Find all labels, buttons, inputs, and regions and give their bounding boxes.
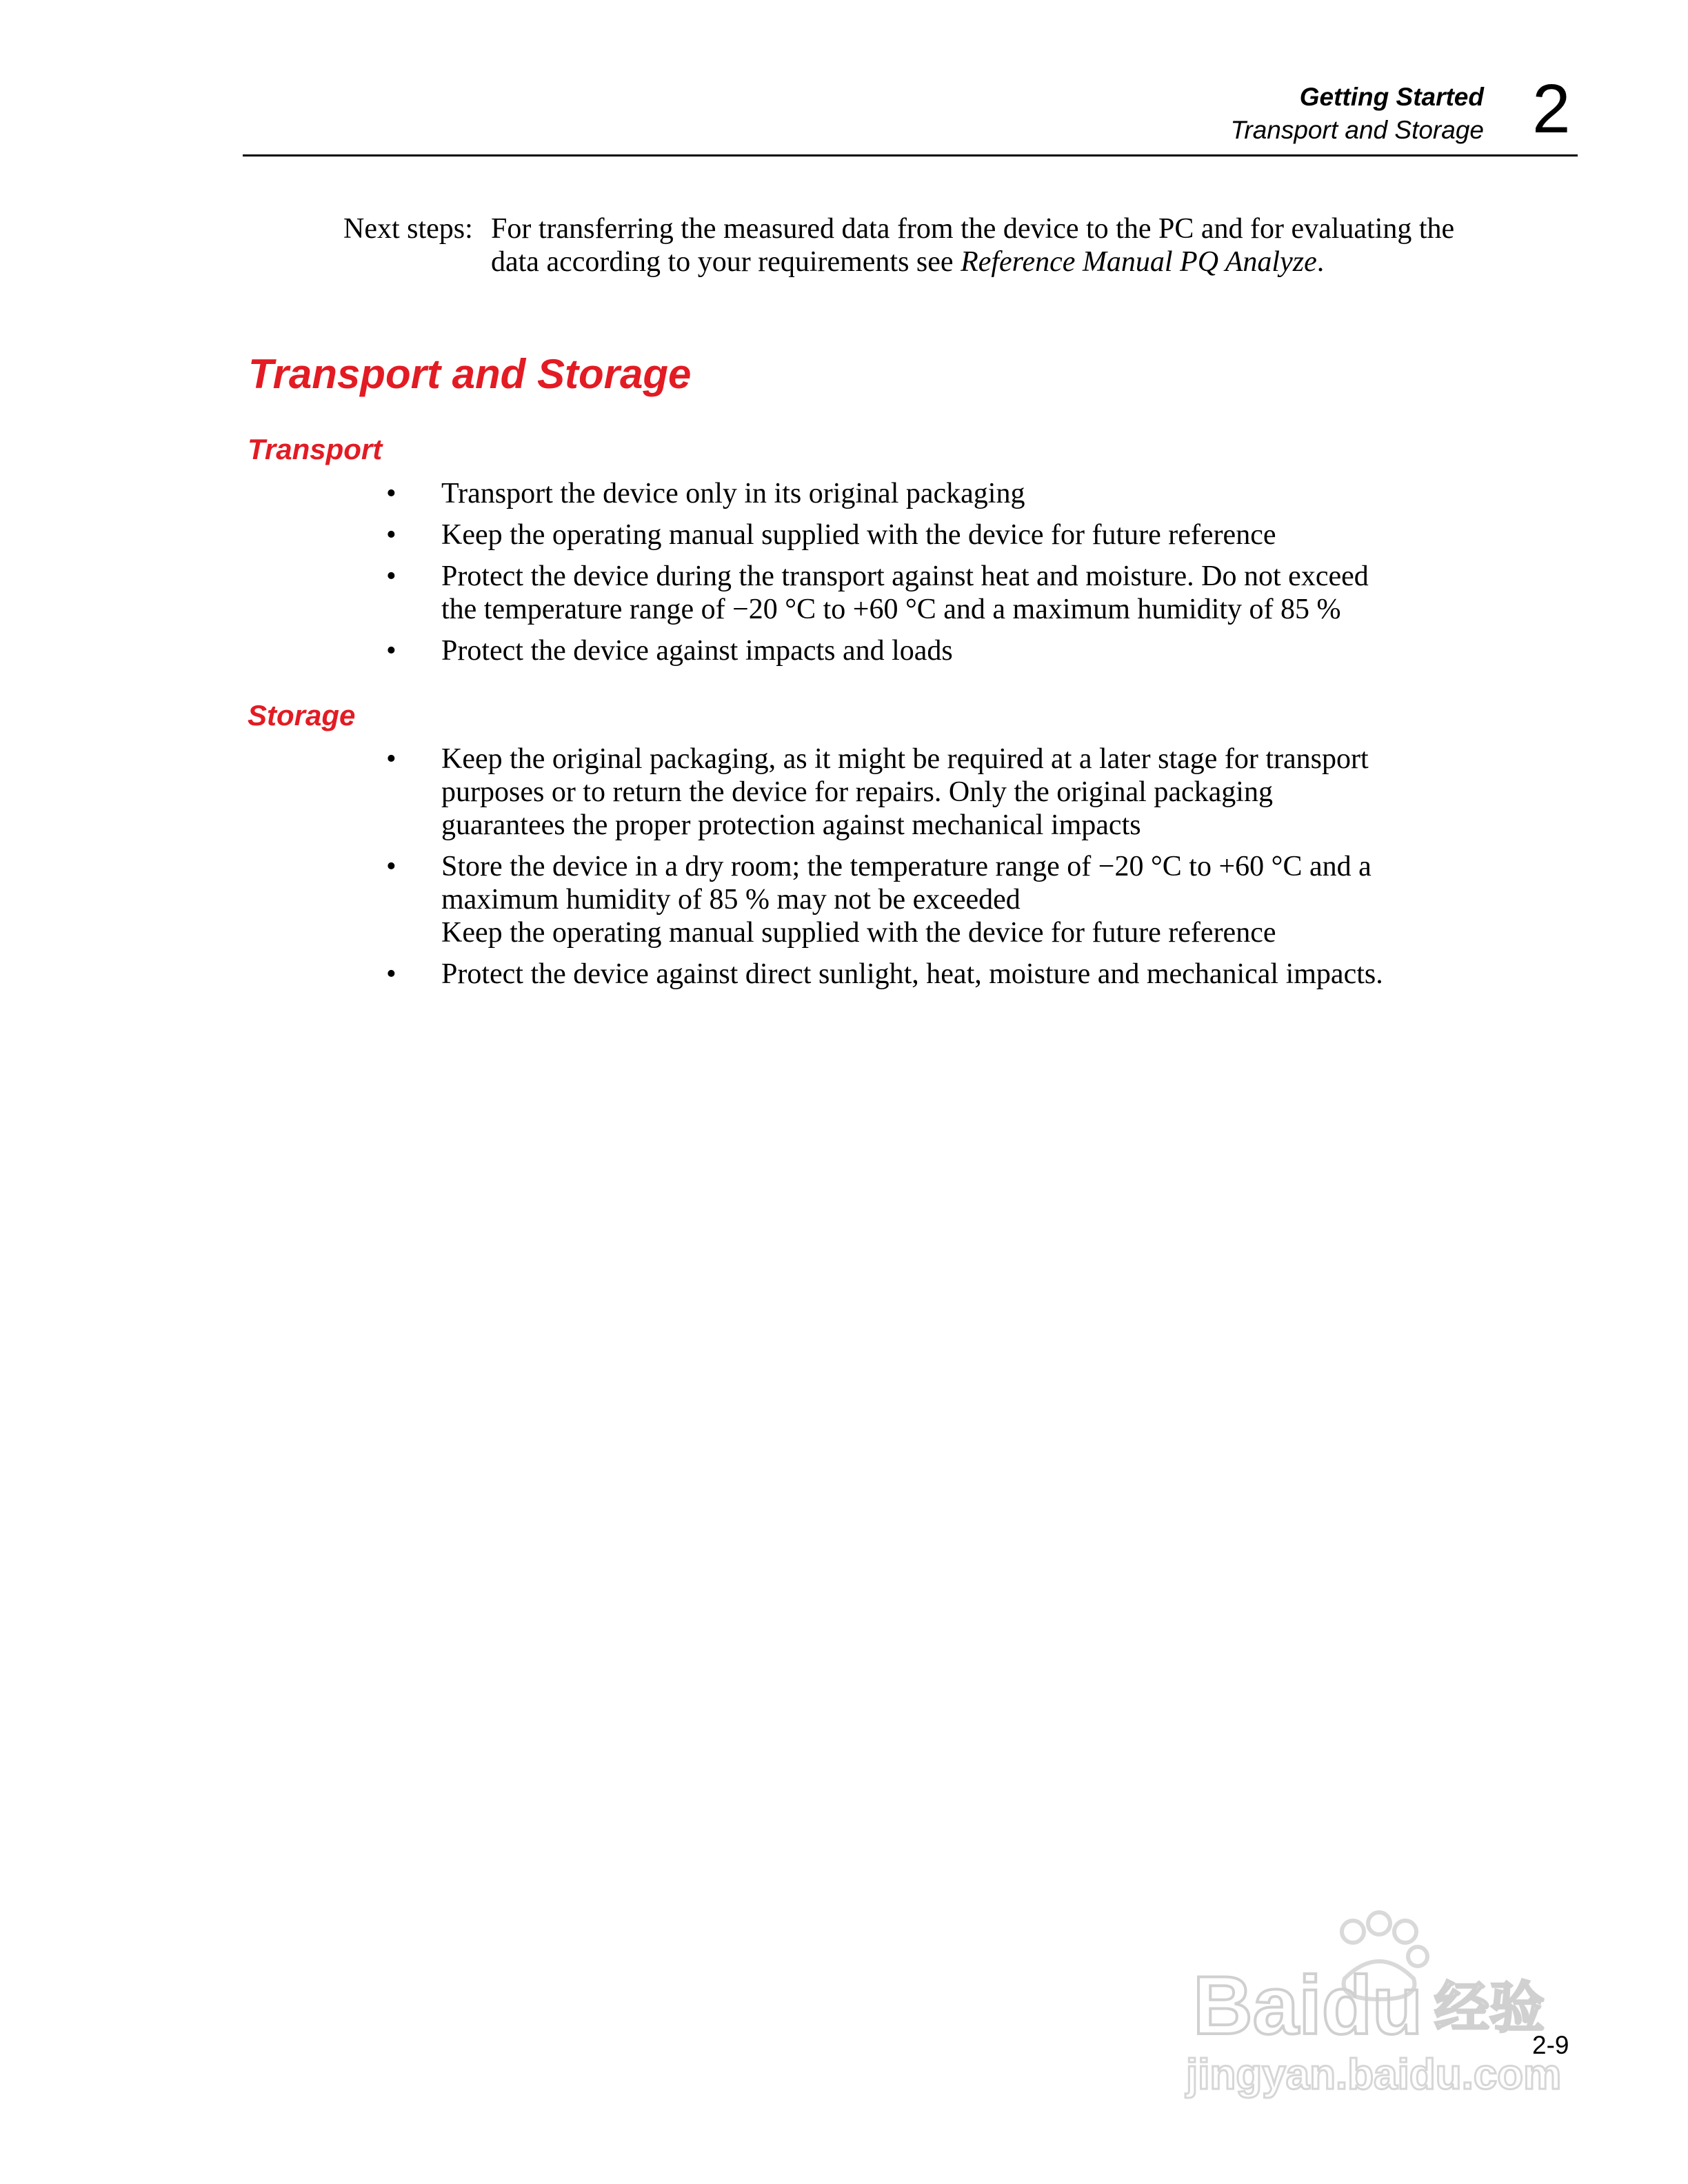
bullet-text-line: • Keep the operating manual supplied with the device for future reference: [441, 519, 1276, 551]
bullet-text-line: • Protect the device against direct sunlight, heat, moisture and mechanical impacts.: [441, 958, 1383, 990]
storage-bullet-list: [386, 742, 1462, 999]
transport-heading: Transport: [248, 433, 383, 465]
bullet-text-line: • Transport the device only in its original packaging: [441, 478, 1025, 509]
watermark-url: jingyan.baidu.com: [1186, 2051, 1562, 2099]
bullet-text-line: • Protect the device against impacts and loads: [441, 635, 953, 667]
bullet-text-line: maximum humidity of 85 % may not be exceeded: [441, 884, 1021, 916]
storage-bullet-item: [386, 742, 1462, 842]
bullet-text-line: guarantees the proper protection against mechanical impacts: [441, 809, 1141, 841]
transport-bullet-item: [386, 560, 1462, 626]
storage-bullet-item: [386, 850, 1462, 949]
storage-heading: Storage: [248, 699, 356, 731]
bullet-text-line: the temperature range of −20 °C to +60 °C and a maximum humidity of 85 %: [441, 594, 1341, 625]
transport-bullet-item: [386, 518, 1462, 552]
watermark-brand-cn: 经验: [1434, 1976, 1545, 2040]
transport-bullet-list: [386, 477, 1462, 676]
bullet-text-line: • Protect the device during the transport against heat and moisture. Do not exceed: [441, 560, 1369, 592]
header-divider: [243, 154, 1578, 156]
section-title: Transport and Storage: [248, 351, 692, 397]
next-steps-label: Next steps:: [343, 213, 473, 245]
header-chapter-title: Getting Started: [1299, 83, 1484, 111]
bullet-text-line: purposes or to return the device for repairs. Only the original packaging: [441, 776, 1273, 808]
next-steps-text-before: For transferring the measured data from the device to the PC and for evaluating the data according to your requirements see: [491, 213, 1455, 278]
bullet-text-line: • Keep the original packaging, as it might be required at a later stage for transport: [441, 743, 1369, 775]
next-steps-text-after: .: [1316, 246, 1325, 278]
reference-manual-title: Reference Manual PQ Analyze: [961, 246, 1317, 278]
next-steps-text: [491, 212, 1456, 279]
storage-bullet-item: [386, 958, 1462, 991]
bullet-text-line: • Store the device in a dry room; the temperature range of −20 °C to +60 °C and a: [441, 851, 1372, 882]
bullet-text-line: Keep the operating manual supplied with the device for future reference: [441, 917, 1276, 949]
baidu-jingyan-watermark: [1172, 1903, 1572, 2110]
transport-bullet-item: [386, 477, 1462, 510]
running-header: [1231, 81, 1484, 147]
transport-bullet-item: [386, 634, 1462, 667]
header-section-title: Transport and Storage: [1230, 116, 1484, 145]
watermark-brand: Baidu: [1193, 1959, 1423, 2052]
chapter-number: 2: [1532, 70, 1571, 148]
page-number: 2-9: [1532, 2031, 1569, 2059]
